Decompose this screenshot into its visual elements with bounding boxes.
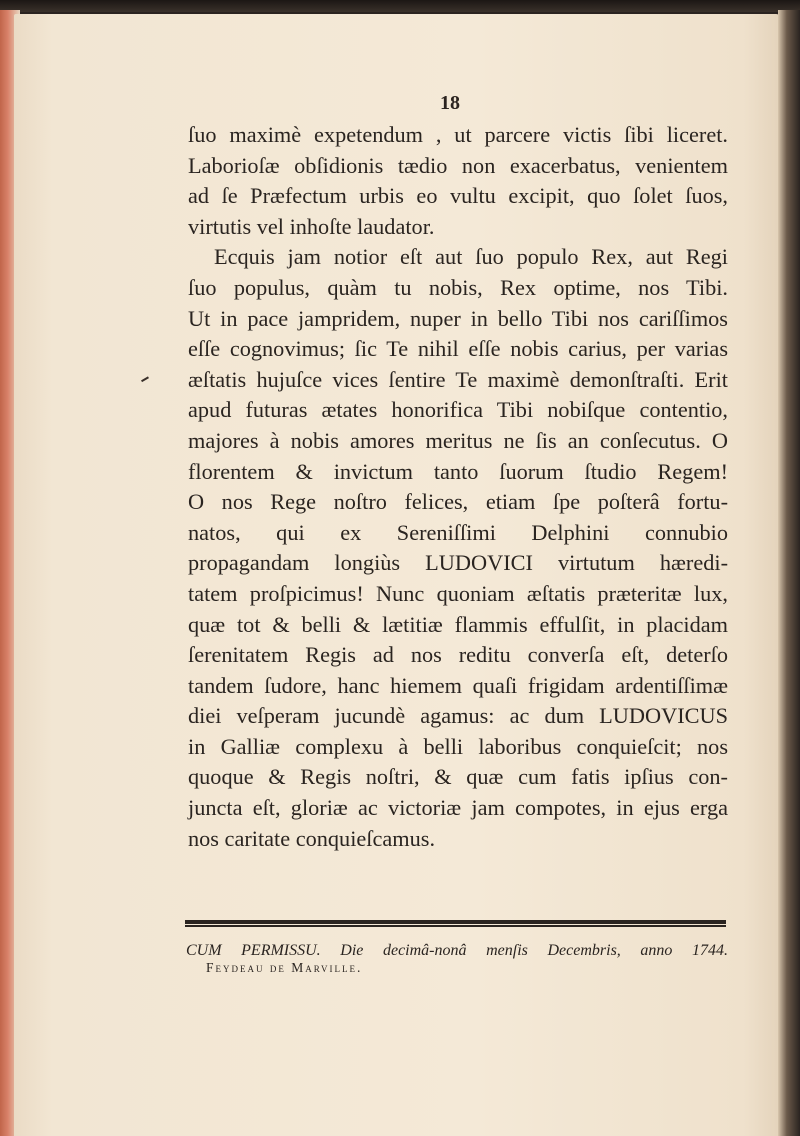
- text-line: ſuo maximè expetendum , ut parcere victis ſibi liceret.: [188, 122, 728, 147]
- text-line: ſuo populus, quàm tu nobis, Rex optime, nos Tibi.: [188, 274, 728, 300]
- text-line: tatem proſpicimus! Nunc quoniam æſtatis præteritæ lux,: [188, 580, 728, 606]
- text-line: Ecquis jam notior eſt aut ſuo populo Rex, aut Regi: [214, 244, 728, 270]
- permission-line: CUM PERMISSU. Die decimâ-nonâ menſis Decembris, anno 1744.: [186, 942, 728, 959]
- text-line: æſtatis hujuſce vices ſentire Te maximè demonſtraſti. Erit: [188, 366, 728, 392]
- text-line: juncta eſt, gloriæ ac victoriæ jam compotes, in ejus erga: [188, 795, 728, 821]
- book-binding-edge: [0, 0, 800, 12]
- text-line: eſſe cognovimus; ſic Te nihil eſſe nobis carius, per varias: [188, 336, 728, 362]
- page-number: 18: [440, 92, 460, 114]
- text-line: ſerenitatem Regis ad nos reditu converſa eſt, deterſo: [188, 642, 728, 668]
- text-line: tandem ſudore, hanc hiemem quaſi frigidam ardentiſſimæ: [188, 672, 728, 698]
- text-line: diei veſperam jucundè agamus: ac dum LUDOVICUS: [188, 703, 728, 729]
- page-fore-edge-shadow: [778, 10, 800, 1136]
- text-line: O nos Rege noſtro felices, etiam ſpe poſterâ fortu-: [188, 489, 728, 515]
- text-line: natos, qui ex Sereniſſimi Delphini connubio: [188, 519, 728, 545]
- text-line: quoque & Regis noſtri, & quæ cum fatis ipſius con-: [188, 764, 728, 790]
- text-line: propagandam longiùs LUDOVICI virtutum hæredi-: [188, 550, 728, 576]
- text-line: majores à nobis amores meritus ne ſis an conſecutus. O: [188, 427, 728, 453]
- body-text: [188, 120, 728, 854]
- text-line: florentem & invictum tanto ſuorum ſtudio Regem!: [188, 458, 728, 484]
- text-line: in Galliæ complexu à belli laboribus conquieſcit; nos: [188, 733, 728, 759]
- text-line: apud futuras ætates honorifica Tibi nobiſque contentio,: [188, 397, 728, 423]
- text-line: Laborioſæ obſidionis tædio non exacerbatus, venientem: [188, 152, 728, 178]
- signatory-name: Feydeau de Marville.: [206, 960, 363, 975]
- text-line: quæ tot & belli & lætitiæ flammis effulſit, in placidam: [188, 611, 728, 637]
- double-rule-divider: [185, 920, 726, 927]
- text-line: ad ſe Præfectum urbis eo vultu excipit, quo ſolet ſuos,: [188, 183, 728, 209]
- text-line: Ut in pace jampridem, nuper in bello Tibi nos cariſſimos: [188, 305, 728, 331]
- text-line: virtutis vel inhoſte laudator.: [188, 213, 435, 239]
- text-line: nos caritate conquieſcamus.: [188, 825, 436, 851]
